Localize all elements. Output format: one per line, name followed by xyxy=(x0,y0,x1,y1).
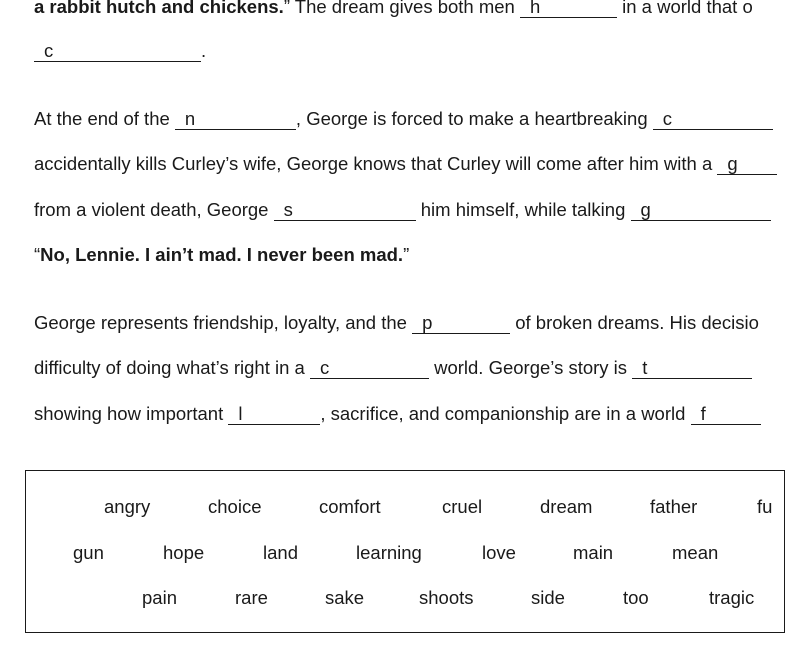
word-bank-item: rare xyxy=(235,587,268,608)
word-bank-item: fu xyxy=(757,496,773,517)
sentence-text: difficulty of doing what’s right in a xyxy=(34,357,310,378)
word-bank-item: shoots xyxy=(419,587,474,608)
word-bank-item: comfort xyxy=(319,496,381,517)
fill-in-blank[interactable]: p xyxy=(412,312,510,334)
quote-close: ” xyxy=(283,0,290,17)
sentence-text: him himself, while talking xyxy=(415,199,631,220)
fill-in-blank[interactable]: c xyxy=(653,108,773,130)
fill-in-blank[interactable]: g xyxy=(717,153,777,175)
paragraph2-line3 xyxy=(34,198,771,222)
paragraph2-line1 xyxy=(34,107,773,131)
bold-quote-text: No, Lennie. I ain’t mad. I never been mad. xyxy=(40,244,404,265)
word-bank-item: pain xyxy=(142,587,177,608)
fill-in-blank[interactable]: h xyxy=(520,0,617,18)
word-bank-item: learning xyxy=(356,542,422,563)
fill-in-blank[interactable]: f xyxy=(691,403,761,425)
word-bank-item: cruel xyxy=(442,496,483,517)
word-bank-item: sake xyxy=(325,587,365,608)
sentence-text: . xyxy=(201,40,207,61)
word-bank-item: love xyxy=(482,542,516,563)
word-bank-item: gun xyxy=(73,542,104,563)
fill-in-blank[interactable]: g xyxy=(631,199,771,221)
sentence-text: George represents friendship, loyalty, and the xyxy=(34,312,413,333)
fill-in-blank[interactable]: t xyxy=(632,357,752,379)
sentence-text: At the end of the xyxy=(34,108,175,129)
word-bank-item: angry xyxy=(104,496,151,517)
paragraph2-line4 xyxy=(34,243,409,267)
word-bank-item: land xyxy=(263,542,298,563)
word-bank-item: dream xyxy=(540,496,593,517)
paragraph3-line1 xyxy=(34,311,759,335)
word-bank-item: hope xyxy=(163,542,205,563)
word-bank-item: side xyxy=(531,587,565,608)
sentence-text: world. George’s story is xyxy=(428,357,633,378)
sentence-text: from a violent death, George xyxy=(34,199,274,220)
sentence-text: , George is forced to make a heartbreaking xyxy=(295,108,653,129)
word-bank-item: father xyxy=(650,496,698,517)
bold-quote-text: a rabbit hutch and chickens. xyxy=(34,0,284,17)
fill-in-blank[interactable]: l xyxy=(228,403,320,425)
word-bank-item: main xyxy=(573,542,614,563)
word-bank xyxy=(25,470,785,633)
fill-in-blank[interactable]: n xyxy=(175,108,296,130)
fill-in-blank[interactable]: c xyxy=(310,357,429,379)
paragraph3-line3 xyxy=(34,402,761,426)
word-bank-item: tragic xyxy=(709,587,755,608)
fill-in-blank[interactable]: c xyxy=(34,40,201,62)
sentence-text: showing how important xyxy=(34,403,229,424)
paragraph1-line2 xyxy=(34,39,206,63)
quote-open: “ xyxy=(34,244,41,265)
word-bank-item: too xyxy=(623,587,649,608)
sentence-text: , sacrifice, and companionship are in a world xyxy=(320,403,691,424)
quote-close: ” xyxy=(403,244,410,265)
paragraph1-line1 xyxy=(34,0,753,19)
sentence-text: accidentally kills Curley’s wife, George knows that Curley will come after him with a xyxy=(34,153,718,174)
word-bank-item: choice xyxy=(208,496,262,517)
sentence-text: The dream gives both men xyxy=(289,0,520,17)
sentence-text: in a world that o xyxy=(617,0,753,17)
sentence-text: of broken dreams. His decisio xyxy=(510,312,759,333)
fill-in-blank[interactable]: s xyxy=(274,199,416,221)
paragraph3-line2 xyxy=(34,356,752,380)
word-bank-item: mean xyxy=(672,542,719,563)
paragraph2-line2 xyxy=(34,152,777,176)
